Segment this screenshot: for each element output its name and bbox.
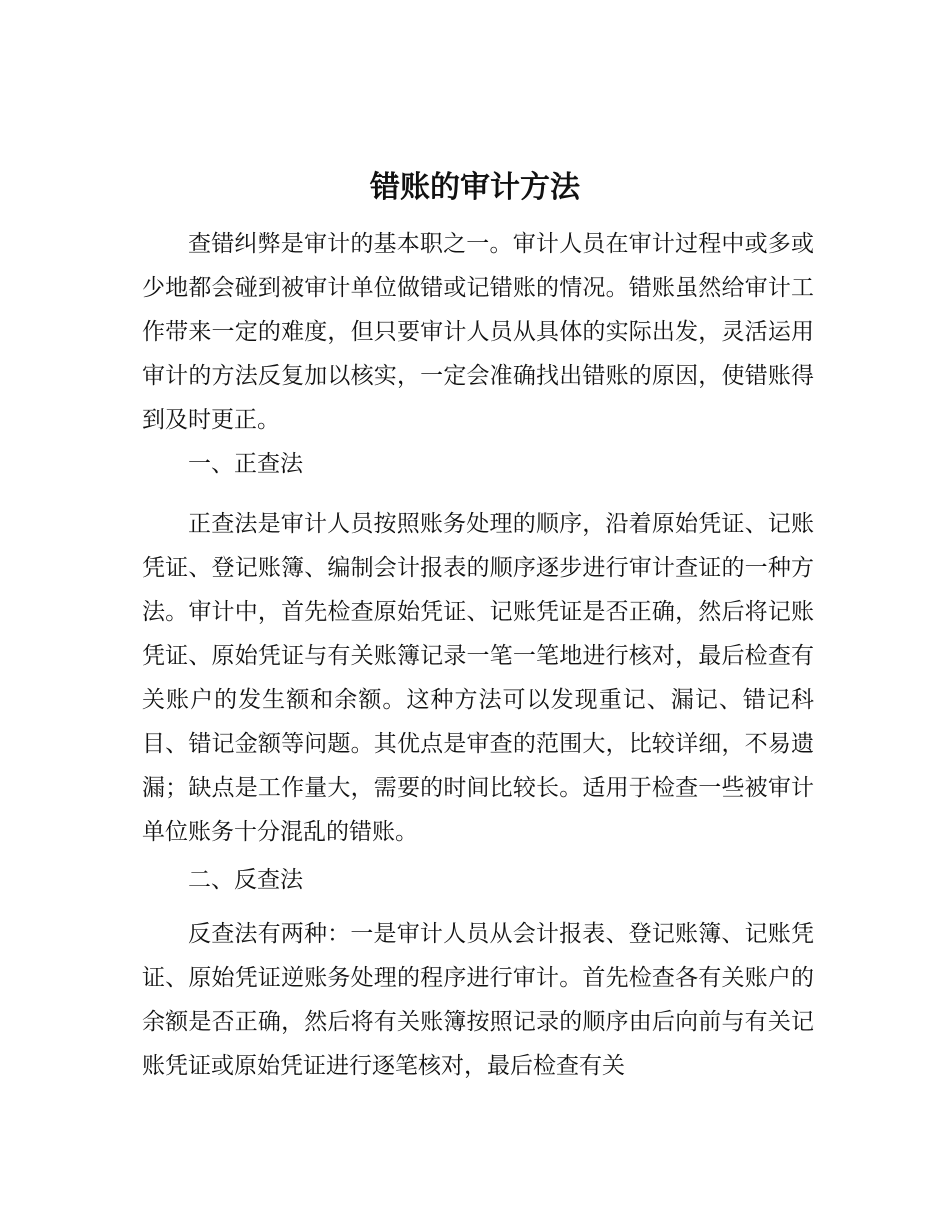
forward-check-paragraph: 正查法是审计人员按照账务处理的顺序，沿着原始凭证、记账凭证、登记账簿、编制会计报表的顺序逐步进行审计查证的一种方法。审计中，首先检查原始凭证、记账凭证是否正确，然后将记账凭证、原始凭证与有关账簿记录一笔一笔地进行核对，最后检查有关账户的发生额和余额。这种方法可以发现重记、漏记、错记科目、错记金额等问题。其优点是审查的范围大，比较详细，不易遗漏；缺点是工作量大，需要的时间比较长。适用于检查一些被审计单位账务十分混乱的错账。 xyxy=(142,511,814,845)
document-title: 错账的审计方法 xyxy=(370,170,580,205)
intro-paragraph: 查错纠弊是审计的基本职之一。审计人员在审计过程中或多或少地都会碰到被审计单位做错或记错账的情况。错账虽然给审计工作带来一定的难度，但只要审计人员从具体的实际出发，灵活运用审计的方法反复加以核实，一定会准确找出错账的原因，使错账得到及时更正。 xyxy=(142,231,814,433)
reverse-check-paragraph: 反查法有两种：一是审计人员从会计报表、登记账簿、记账凭证、原始凭证逆账务处理的程序进行审计。首先检查各有关账户的余额是否正确，然后将有关账簿按照记录的顺序由后向前与有关记账凭证或原始凭证进行逐笔核对，最后检查有关 xyxy=(142,921,814,1079)
section-heading-forward-check: 一、正查法 xyxy=(188,451,303,477)
section-heading-reverse-check: 二、反查法 xyxy=(188,867,303,893)
